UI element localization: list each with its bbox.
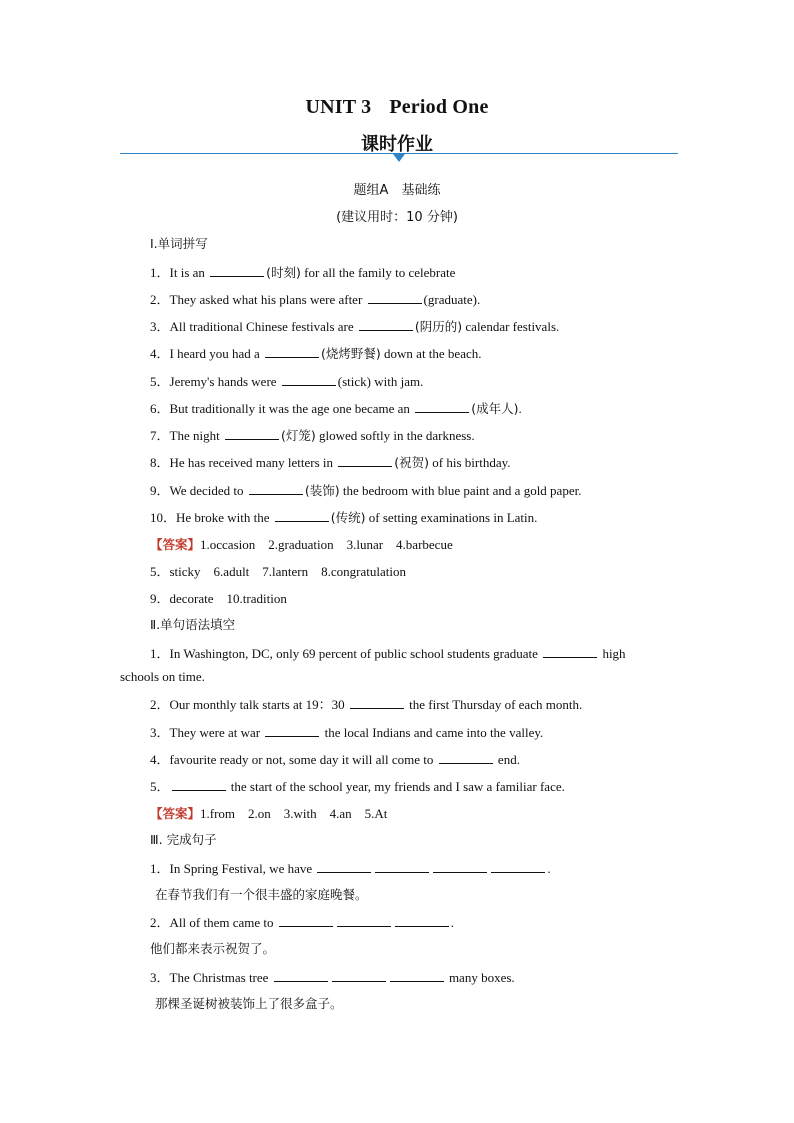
- answer-blank[interactable]: [249, 483, 303, 495]
- answer-blank[interactable]: [415, 401, 469, 413]
- title-period: Period One: [389, 96, 489, 118]
- s3-item-1-translation: 在春节我们有一个很丰盛的家庭晚餐。: [155, 887, 368, 902]
- s1-answer-line-2: 5．sticky 6.adult 7.lantern 8.congratulation: [150, 564, 406, 579]
- answer-blank[interactable]: [439, 752, 493, 764]
- answer-blank[interactable]: [368, 292, 422, 304]
- s1-item-3: 3．All traditional Chinese festivals are (阴历的) calendar festivals.: [150, 319, 560, 334]
- s1-item-8: 8．He has received many letters in (祝贺) of his birthday.: [150, 455, 511, 470]
- s2-item-1-line-2: schools on time.: [120, 669, 205, 684]
- section2-heading: Ⅱ.单句语法填空: [150, 617, 236, 632]
- answer-blank[interactable]: [265, 346, 319, 358]
- triangle-marker-icon: [393, 154, 405, 162]
- s1-answer-line-3: 9．decorate 10.tradition: [150, 591, 287, 606]
- s1-item-7: 7．The night (灯笼) glowed softly in the darkness.: [150, 428, 475, 443]
- s2-answer-line: 【答案】1.from 2.on 3.with 4.an 5.At: [150, 806, 388, 821]
- s1-item-4: 4．I heard you had a (烧烤野餐) down at the beach.: [150, 346, 482, 361]
- s2-item-1-line-1: 1．In Washington, DC, only 69 percent of public school students graduate high: [150, 646, 626, 661]
- answer-tag: 【答案】: [150, 537, 201, 552]
- answer-blank[interactable]: [172, 779, 226, 791]
- s3-item-1: 1．In Spring Festival, we have .: [150, 861, 551, 876]
- s2-item-3: 3．They were at war the local Indians and came into the valley.: [150, 725, 544, 740]
- answer-blank[interactable]: [337, 915, 391, 927]
- s1-item-5: 5．Jeremy's hands were (stick) with jam.: [150, 374, 424, 389]
- answer-blank[interactable]: [225, 428, 279, 440]
- s3-item-2: 2．All of them came to .: [150, 915, 454, 930]
- s3-item-3-translation: 那棵圣诞树被装饰上了很多盒子。: [155, 996, 343, 1011]
- answer-blank[interactable]: [279, 915, 333, 927]
- s2-item-4: 4．favourite ready or not, some day it will all come to end.: [150, 752, 520, 767]
- answer-blank[interactable]: [390, 970, 444, 982]
- s1-item-9: 9．We decided to (装饰) the bedroom with blue paint and a gold paper.: [150, 483, 582, 498]
- group-label: 题组A 基础练: [353, 183, 441, 198]
- answer-blank[interactable]: [350, 697, 404, 709]
- section3-heading: Ⅲ. 完成句子: [150, 832, 217, 847]
- s1-item-2: 2．They asked what his plans were after (graduate).: [150, 292, 481, 307]
- answer-blank[interactable]: [359, 319, 413, 331]
- s2-item-2: 2．Our monthly talk starts at 19：30 the first Thursday of each month.: [150, 697, 583, 712]
- s1-item-10: 10．He broke with the (传统) of setting examinations in Latin.: [150, 510, 538, 525]
- answer-blank[interactable]: [282, 374, 336, 386]
- s1-answer-line-1: 【答案】1.occasion 2.graduation 3.lunar 4.barbecue: [150, 537, 453, 552]
- answer-blank[interactable]: [491, 861, 545, 873]
- time-note: (建议用时：10 分钟): [336, 210, 458, 225]
- answer-blank[interactable]: [433, 861, 487, 873]
- section1-heading: Ⅰ.单词拼写: [150, 236, 208, 251]
- answer-blank[interactable]: [265, 725, 319, 737]
- s3-item-3: 3．The Christmas tree many boxes.: [150, 970, 515, 985]
- page-subtitle: 课时作业: [361, 134, 433, 155]
- page-title: [0, 96, 794, 119]
- answer-blank[interactable]: [375, 861, 429, 873]
- s3-item-2-translation: 他们都来表示祝贺了。: [150, 941, 276, 956]
- answer-blank[interactable]: [317, 861, 371, 873]
- s2-item-5: 5． the start of the school year, my friends and I saw a familiar face.: [150, 779, 565, 794]
- answer-blank[interactable]: [274, 970, 328, 982]
- answer-tag: 【答案】: [150, 806, 201, 821]
- answer-blank[interactable]: [395, 915, 449, 927]
- answer-blank[interactable]: [332, 970, 386, 982]
- s1-item-1: 1．It is an (时刻) for all the family to celebrate: [150, 265, 456, 280]
- answer-blank[interactable]: [543, 646, 597, 658]
- answer-blank[interactable]: [210, 265, 264, 277]
- title-unit: UNIT 3: [305, 96, 372, 118]
- answer-blank[interactable]: [338, 455, 392, 467]
- s1-item-6: 6．But traditionally it was the age one became an (成年人).: [150, 401, 522, 416]
- answer-blank[interactable]: [275, 510, 329, 522]
